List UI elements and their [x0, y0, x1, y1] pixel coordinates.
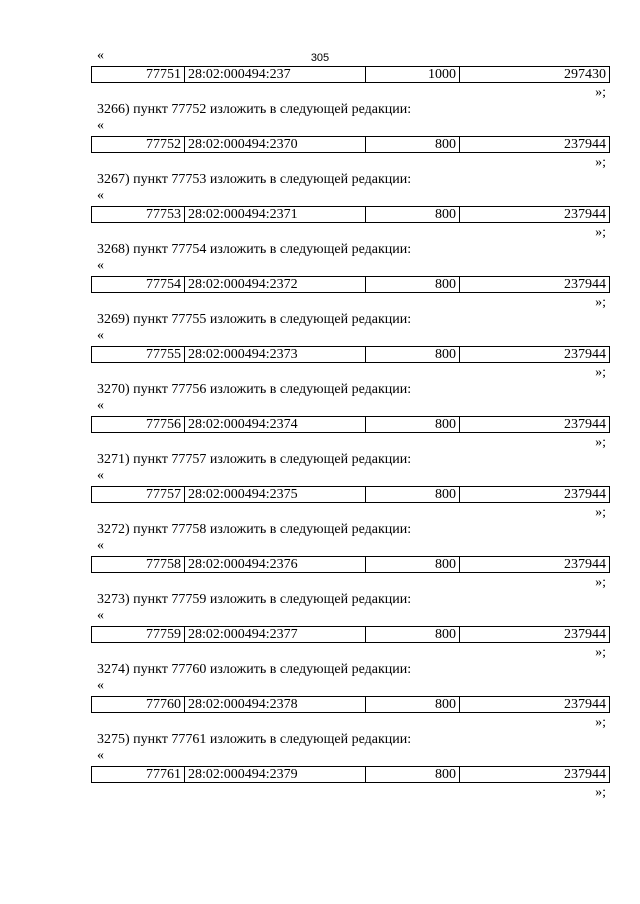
value-cell: 237944: [564, 417, 606, 432]
item-number-cell: 77754: [92, 277, 185, 292]
area-cell: 800: [366, 557, 460, 572]
close-quote: »;: [595, 435, 606, 450]
list-item: [91, 660, 610, 730]
value-cell: 237944: [564, 277, 606, 292]
open-quote: «: [97, 538, 104, 553]
area-cell: 1000: [366, 67, 460, 82]
open-quote: «: [97, 608, 104, 623]
close-quote: »;: [595, 85, 606, 100]
open-quote: «: [97, 258, 104, 273]
value-cell: 297430: [564, 67, 606, 82]
item-number-cell: 77755: [92, 347, 185, 362]
area-cell: 800: [366, 417, 460, 432]
close-quote: »;: [595, 155, 606, 170]
page-number: 305: [310, 52, 330, 64]
table-row: [91, 556, 610, 573]
open-quote: «: [97, 468, 104, 483]
table-row: [91, 66, 610, 83]
cadastral-number-cell: 28:02:000494:2370: [185, 137, 366, 152]
area-cell: 800: [366, 277, 460, 292]
open-quote: «: [97, 328, 104, 343]
cadastral-number-cell: 28:02:000494:2375: [185, 487, 366, 502]
list-item: [91, 730, 610, 800]
value-cell: 237944: [564, 697, 606, 712]
list-item: [91, 240, 610, 310]
item-number-cell: 77759: [92, 627, 185, 642]
area-cell: 800: [366, 697, 460, 712]
item-number-cell: 77757: [92, 487, 185, 502]
list-item: [91, 520, 610, 590]
entry-heading: 3266) пункт 77752 изложить в следующей редакции:: [97, 102, 412, 117]
open-quote: «: [97, 398, 104, 413]
area-cell: 800: [366, 627, 460, 642]
close-quote: »;: [595, 715, 606, 730]
cadastral-number-cell: 28:02:000494:2374: [185, 417, 366, 432]
entry-first: [91, 30, 610, 100]
area-cell: 800: [366, 767, 460, 782]
table-row: [91, 206, 610, 223]
open-quote: «: [97, 678, 104, 693]
table-row: [91, 416, 610, 433]
value-cell: 237944: [564, 767, 606, 782]
table-row: [91, 276, 610, 293]
entry-heading: 3271) пункт 77757 изложить в следующей редакции:: [97, 452, 412, 467]
cadastral-number-cell: 28:02:000494:2379: [185, 767, 366, 782]
close-quote: »;: [595, 225, 606, 240]
close-quote: »;: [595, 575, 606, 590]
area-cell: 800: [366, 347, 460, 362]
area-cell: 800: [366, 207, 460, 222]
table-row: [91, 766, 610, 783]
value-cell: 237944: [564, 207, 606, 222]
cadastral-number-cell: 28:02:000494:2377: [185, 627, 366, 642]
list-item: [91, 590, 610, 660]
entry-heading: 3273) пункт 77759 изложить в следующей редакции:: [97, 592, 412, 607]
table-row: [91, 696, 610, 713]
item-number-cell: 77760: [92, 697, 185, 712]
open-quote: «: [97, 748, 104, 763]
list-item: [91, 100, 610, 170]
entry-heading: 3270) пункт 77756 изложить в следующей редакции:: [97, 382, 412, 397]
entry-heading: 3274) пункт 77760 изложить в следующей редакции:: [97, 662, 412, 677]
list-item: [91, 310, 610, 380]
open-quote: «: [97, 118, 104, 133]
value-cell: 237944: [564, 487, 606, 502]
table-row: [91, 486, 610, 503]
cadastral-number-cell: 28:02:000494:2376: [185, 557, 366, 572]
value-cell: 237944: [564, 137, 606, 152]
close-quote: »;: [595, 785, 606, 800]
cadastral-number-cell: 28:02:000494:2372: [185, 277, 366, 292]
entries-list: [91, 100, 610, 800]
area-cell: 800: [366, 137, 460, 152]
list-item: [91, 380, 610, 450]
area-cell: 800: [366, 487, 460, 502]
value-cell: 237944: [564, 557, 606, 572]
item-number-cell: 77751: [92, 67, 185, 82]
cadastral-number-cell: 28:02:000494:237: [185, 67, 366, 82]
item-number-cell: 77756: [92, 417, 185, 432]
entry-heading: 3275) пункт 77761 изложить в следующей редакции:: [97, 732, 412, 747]
open-quote: «: [97, 48, 104, 63]
item-number-cell: 77752: [92, 137, 185, 152]
list-item: [91, 450, 610, 520]
table-row: [91, 626, 610, 643]
cadastral-number-cell: 28:02:000494:2371: [185, 207, 366, 222]
entry-heading: 3269) пункт 77755 изложить в следующей редакции:: [97, 312, 412, 327]
open-quote: «: [97, 188, 104, 203]
cadastral-number-cell: 28:02:000494:2373: [185, 347, 366, 362]
table-row: [91, 136, 610, 153]
value-cell: 237944: [564, 627, 606, 642]
close-quote: »;: [595, 505, 606, 520]
close-quote: »;: [595, 295, 606, 310]
close-quote: »;: [595, 365, 606, 380]
item-number-cell: 77753: [92, 207, 185, 222]
item-number-cell: 77761: [92, 767, 185, 782]
table-row: [91, 346, 610, 363]
entry-heading: 3272) пункт 77758 изложить в следующей редакции:: [97, 522, 412, 537]
item-number-cell: 77758: [92, 557, 185, 572]
list-item: [91, 170, 610, 240]
cadastral-number-cell: 28:02:000494:2378: [185, 697, 366, 712]
entry-heading: 3268) пункт 77754 изложить в следующей редакции:: [97, 242, 412, 257]
entry-heading: 3267) пункт 77753 изложить в следующей редакции:: [97, 172, 412, 187]
value-cell: 237944: [564, 347, 606, 362]
close-quote: »;: [595, 645, 606, 660]
